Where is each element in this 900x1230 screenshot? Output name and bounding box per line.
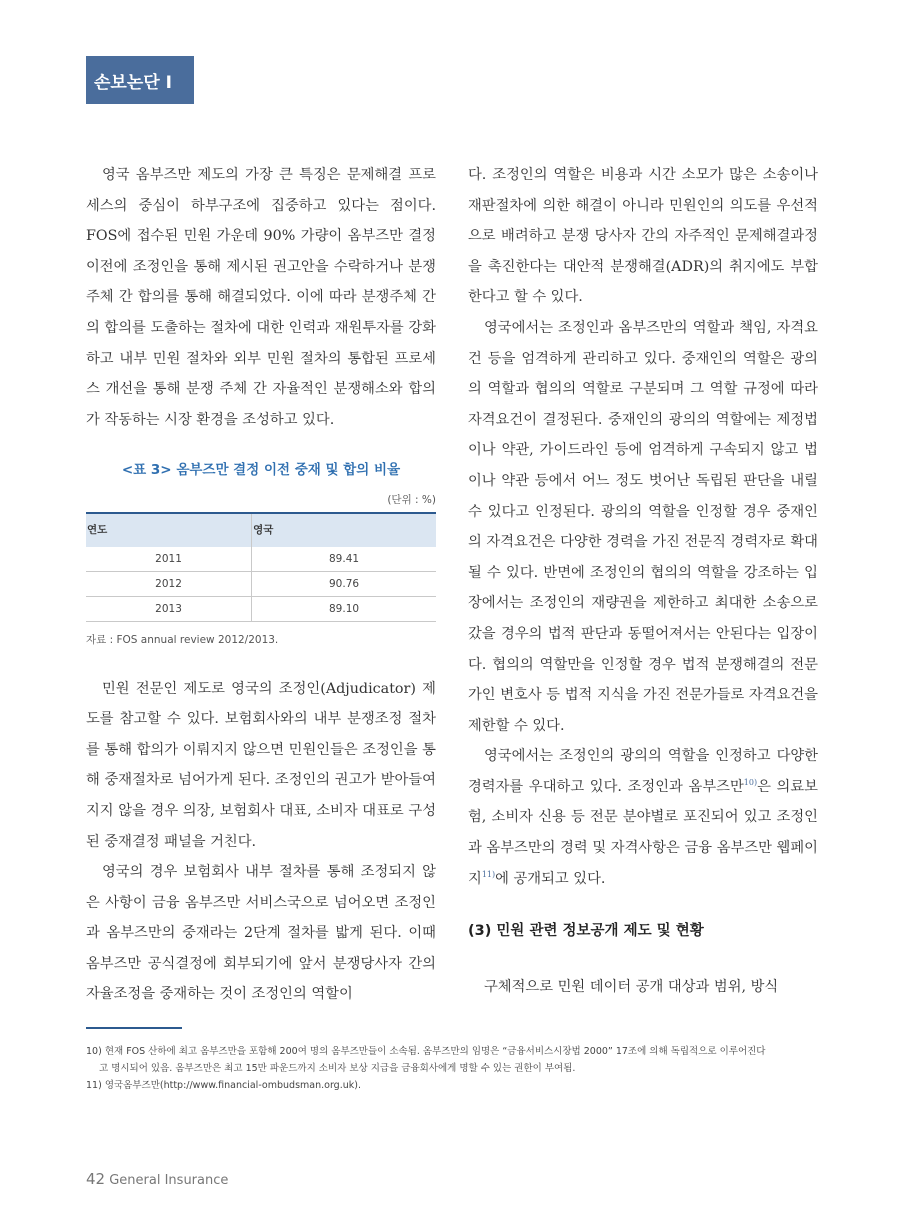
table-row xyxy=(86,571,436,596)
left-paragraph-1: 영국 옴부즈만 제도의 가장 큰 특징은 문제해결 프로세스의 중심이 하부구조에 집중하고 있다는 점이다. FOS에 접수된 민원 가운데 90% 가량이 옴부즈만 결정 이전에 조정인을 통해 제시된 권고안을 수락하거나 분쟁주체 간 합의를 통해 해결되었다. 이에 따라 분쟁주체 간의 합의를 도출하는 절차에 대한 인력과 재원투자를 강화하고 내부 민원 절차와 외부 민원 절차의 통합된 프로세스 개선을 통해 분쟁 주체 간 자율적인 분쟁해소와 합의가 작동하는 시장 환경을 조성하고 있다. xyxy=(86,167,436,428)
section-heading: (3) 민원 관련 정보공개 제도 및 현황 xyxy=(468,923,704,940)
table-cell-year: 2011 xyxy=(86,547,252,572)
section-tab-label: 손보논단 Ⅰ xyxy=(94,72,172,93)
table-header-row xyxy=(86,513,436,547)
table-cell-value: 90.76 xyxy=(252,571,436,596)
table-header-uk: 영국 xyxy=(252,513,436,547)
left-column xyxy=(86,160,436,1010)
right-paragraph-3-part-a: 영국에서는 조정인의 광의의 역할을 인정하고 다양한 경력자를 우대하고 있다. 조정인과 옴부즈만 xyxy=(468,748,818,795)
footnotes xyxy=(86,1043,816,1094)
table-cell-value: 89.10 xyxy=(252,596,436,621)
table-unit: (단위 : %) xyxy=(387,493,436,506)
table-row xyxy=(86,596,436,621)
page-footer xyxy=(86,1170,228,1188)
right-paragraph-1: 다. 조정인의 역할은 비용과 시간 소모가 많은 소송이나 재판절차에 의한 해결이 아니라 민원인의 의도를 우선적으로 배려하고 분쟁 당사자 간의 자주적인 문제해결과정을 촉진한다는 대안적 분쟁해결(ADR)의 취지에도 부합한다고 할 수 있다. xyxy=(468,167,818,306)
right-paragraph-3-part-c: 에 공개되고 있다. xyxy=(495,870,606,887)
right-paragraph-3 xyxy=(468,741,818,894)
footnote-10-continued: 고 명시되어 있음. 옴부즈만은 최고 15만 파운드까지 소비자 보상 지급을 금융회사에게 명할 수 있는 권한이 부여됨. xyxy=(99,1063,576,1074)
table-source: 자료 : FOS annual review 2012/2013. xyxy=(86,633,279,646)
footnote-divider xyxy=(86,1027,182,1029)
section-tab xyxy=(86,56,194,104)
left-paragraph-3: 영국의 경우 보험회사 내부 절차를 통해 조정되지 않은 사항이 금융 옴부즈만 서비스국으로 넘어오면 조정인과 옴부즈만의 중재라는 2단계 절차를 밟게 된다. 이때 옴부즈만 공식결정에 회부되기에 앞서 분쟁당사자 간의 자율조정을 중재하는 것이 조정인의 역할이 xyxy=(86,864,436,1003)
table-cell-year: 2013 xyxy=(86,596,252,621)
table-cell-year: 2012 xyxy=(86,571,252,596)
footnote-11: 11) 영국옴부즈만(http://www.financial-ombudsman.org.uk). xyxy=(86,1080,361,1091)
magazine-name: General Insurance xyxy=(109,1173,229,1188)
footnote-ref-11[interactable]: 11) xyxy=(481,869,496,879)
table-title: <표 3> 옴부즈만 결정 이전 중재 및 합의 비율 xyxy=(121,462,401,479)
table-cell-value: 89.41 xyxy=(252,547,436,572)
footnote-ref-10[interactable]: 10) xyxy=(743,778,758,788)
right-column xyxy=(468,160,818,1003)
footnote-10: 10) 현재 FOS 산하에 최고 옴부즈만을 포함해 200여 명의 옴부즈만들이 소속됨. 옴부즈만의 임명은 “금융서비스시장법 2000” 17조에 의해 독립적으로 이루어진다 xyxy=(86,1046,766,1057)
ratio-table xyxy=(86,512,436,622)
table-header-year: 연도 xyxy=(86,513,252,547)
right-paragraph-2: 영국에서는 조정인과 옴부즈만의 역할과 책임, 자격요건 등을 엄격하게 관리하고 있다. 중재인의 역할은 광의의 역할과 협의의 역할로 구분되며 그 역할 규정에 따라 자격요건이 결정된다. 중재인의 광의의 역할에는 제정법이나 약관, 가이드라인 등에 엄격하게 구속되지 않고 법이나 약관 등에서 어느 정도 벗어난 독립된 판단을 내릴 수 있다고 인정된다. 광의의 역할을 인정할 경우 중재인의 자격요건은 다양한 경력을 가진 전문직 경력자로 확대될 수 있다. 반면에 조정인의 협의의 역할을 강조하는 입장에서는 조정인의 재량권을 제한하고 최대한 소송으로 갔을 경우의 법적 판단과 동떨어져서는 안된다는 입장이다. 협의의 역할만을 인정할 경우 법적 분쟁해결의 전문가인 변호사 등 법적 지식을 가진 전문가들로 자격요건을 제한할 수 있다. xyxy=(468,319,818,734)
page-number: 42 xyxy=(86,1170,106,1188)
right-paragraph-4: 구체적으로 민원 데이터 공개 대상과 범위, 방식 xyxy=(484,979,779,996)
left-paragraph-2: 민원 전문인 제도로 영국의 조정인(Adjudicator) 제도를 참고할 수 있다. 보험회사와의 내부 분쟁조정 절차를 통해 합의가 이뤄지지 않으면 민원인들은 조정인을 통해 중재절차로 넘어가게 된다. 조정인의 권고가 받아들여지지 않을 경우 의장, 보험회사 대표, 소비자 대표로 구성된 중재결정 패널을 거친다. xyxy=(86,680,436,850)
right-paragraph-3-part-b: 은 의료보험, 소비자 신용 등 전문 분야별로 포진되어 있고 조정인과 옴부즈만의 경력 및 자격사항은 금융 옴부즈만 웹페이지 xyxy=(468,778,818,887)
table-row xyxy=(86,547,436,572)
